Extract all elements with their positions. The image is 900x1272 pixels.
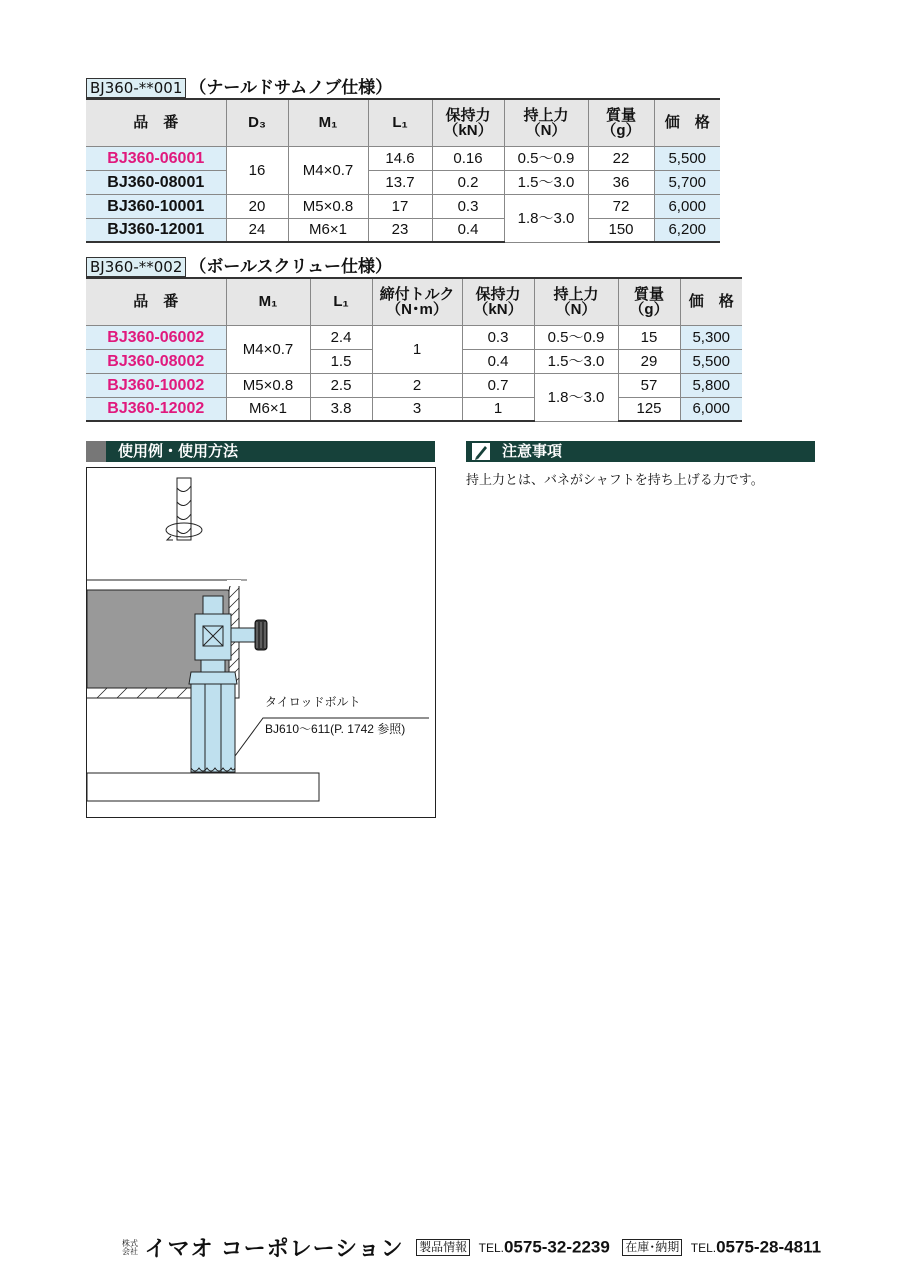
part-number[interactable]: BJ360-08002: [86, 349, 226, 373]
holding-force-value: 0.2: [432, 170, 504, 194]
l1-value: 2.4: [310, 325, 372, 349]
header-part-number: 品 番: [86, 278, 226, 325]
header-holding-force: 保持力 （kN）: [432, 99, 504, 146]
table-row: [86, 170, 720, 194]
l1-value: 1.5: [310, 349, 372, 373]
header-l1: L₁: [368, 99, 432, 146]
header-mass: 質量 （g）: [588, 99, 654, 146]
section2-code: BJ360-**002: [86, 257, 186, 277]
note-header: [466, 441, 815, 462]
part-number[interactable]: BJ360-06002: [86, 325, 226, 349]
header-torque: 締付トルク （N･m）: [372, 278, 462, 325]
stock-delivery-tel[interactable]: 0575-28-4811: [716, 1237, 822, 1257]
holding-force-value: 0.3: [432, 194, 504, 218]
mass-value: 57: [618, 373, 680, 397]
usage-title: 使用例・使用方法: [118, 442, 239, 460]
m1-value: M4×0.7: [226, 325, 310, 373]
lifting-force-value: 0.5～0.9: [534, 325, 618, 349]
header-m1: M₁: [288, 99, 368, 146]
part-number[interactable]: BJ360-12001: [86, 218, 226, 242]
header-m1: M₁: [226, 278, 310, 325]
m1-value: M4×0.7: [288, 146, 368, 194]
price-value: 6,200: [654, 218, 720, 242]
price-value: 5,500: [654, 146, 720, 170]
d3-value: 20: [226, 194, 288, 218]
lifting-force-value: 0.5～0.9: [504, 146, 588, 170]
d3-value: 24: [226, 218, 288, 242]
part-number[interactable]: BJ360-08001: [86, 170, 226, 194]
part-number[interactable]: BJ360-10002: [86, 373, 226, 397]
lifting-force-value: 1.8～3.0: [504, 194, 588, 242]
header-part-number: 品 番: [86, 99, 226, 146]
lifting-force-value: 1.8～3.0: [534, 373, 618, 421]
m1-value: M6×1: [226, 397, 310, 421]
table-row: [86, 373, 742, 397]
header-lifting-force: 持上力 （N）: [534, 278, 618, 325]
stock-delivery-label: 在庫･納期: [622, 1239, 682, 1256]
mass-value: 22: [588, 146, 654, 170]
holding-force-value: 0.7: [462, 373, 534, 397]
holding-force-value: 1: [462, 397, 534, 421]
m1-value: M5×0.8: [226, 373, 310, 397]
company-logo: イマオ コーポレーション: [144, 1236, 404, 1261]
header-mass: 質量 （g）: [618, 278, 680, 325]
note-text: 持上力とは、バネがシャフトを持ち上げる力です。: [466, 472, 764, 487]
header-accent-block: [86, 441, 106, 462]
l1-value: 14.6: [368, 146, 432, 170]
torque-value: 3: [372, 397, 462, 421]
pencil-icon: [472, 441, 492, 462]
price-value: 5,800: [680, 373, 742, 397]
section2-subtitle: （ボールスクリュー仕様）: [189, 257, 393, 277]
table-row: [86, 194, 720, 218]
usage-header: [86, 441, 435, 462]
screw-jack-icon: [189, 596, 267, 772]
price-value: 5,300: [680, 325, 742, 349]
table-row: [86, 397, 742, 421]
l1-value: 23: [368, 218, 432, 242]
l1-value: 13.7: [368, 170, 432, 194]
spec-table-002: [86, 277, 742, 422]
mass-value: 15: [618, 325, 680, 349]
header-l1: L₁: [310, 278, 372, 325]
holding-force-value: 0.4: [462, 349, 534, 373]
tel-label: TEL.: [690, 1240, 717, 1255]
torque-value: 1: [372, 325, 462, 373]
spec-table-001: [86, 98, 720, 243]
d3-value: 16: [226, 146, 288, 194]
table-row: [86, 325, 742, 349]
usage-diagram: [87, 468, 435, 817]
torque-value: 2: [372, 373, 462, 397]
tie-rod-reference: BJ610～611(P. 1742 参照): [265, 722, 406, 736]
base-plate: [87, 773, 319, 801]
product-info-tel[interactable]: 0575-32-2239: [503, 1237, 610, 1257]
lifting-force-value: 1.5～3.0: [504, 170, 588, 194]
holding-force-value: 0.4: [432, 218, 504, 242]
company-type: 株式 会社: [122, 1238, 138, 1256]
table-row: [86, 146, 720, 170]
usage-illustration: [86, 467, 436, 818]
mass-value: 150: [588, 218, 654, 242]
mass-value: 29: [618, 349, 680, 373]
m1-value: M6×1: [288, 218, 368, 242]
price-value: 5,700: [654, 170, 720, 194]
header-d3: D₃: [226, 99, 288, 146]
l1-value: 3.8: [310, 397, 372, 421]
header-lifting-force: 持上力 （N）: [504, 99, 588, 146]
price-value: 6,000: [654, 194, 720, 218]
header-price: 価 格: [654, 99, 720, 146]
footer: [122, 1232, 821, 1263]
section1-code: BJ360-**001: [86, 78, 186, 98]
note-title: 注意事項: [502, 442, 563, 460]
section2-title: [86, 252, 392, 277]
product-info-label: 製品情報: [416, 1239, 470, 1256]
section1-subtitle: （ナールドサムノブ仕様）: [189, 78, 393, 98]
mass-value: 125: [618, 397, 680, 421]
tie-rod-label: タイロッドボルト: [265, 695, 361, 709]
holding-force-value: 0.16: [432, 146, 504, 170]
lifting-force-value: 1.5～3.0: [534, 349, 618, 373]
holding-force-value: 0.3: [462, 325, 534, 349]
part-number[interactable]: BJ360-10001: [86, 194, 226, 218]
tel-label: TEL.: [478, 1240, 504, 1255]
header-price: 価 格: [680, 278, 742, 325]
drill-bit-icon: [166, 478, 202, 540]
section1-title: [86, 73, 392, 98]
l1-value: 2.5: [310, 373, 372, 397]
price-value: 6,000: [680, 397, 742, 421]
price-value: 5,500: [680, 349, 742, 373]
mass-value: 72: [588, 194, 654, 218]
part-number[interactable]: BJ360-06001: [86, 146, 226, 170]
part-number[interactable]: BJ360-12002: [86, 397, 226, 421]
mass-value: 36: [588, 170, 654, 194]
l1-value: 17: [368, 194, 432, 218]
table-row: [86, 218, 720, 242]
header-holding-force: 保持力 （kN）: [462, 278, 534, 325]
m1-value: M5×0.8: [288, 194, 368, 218]
